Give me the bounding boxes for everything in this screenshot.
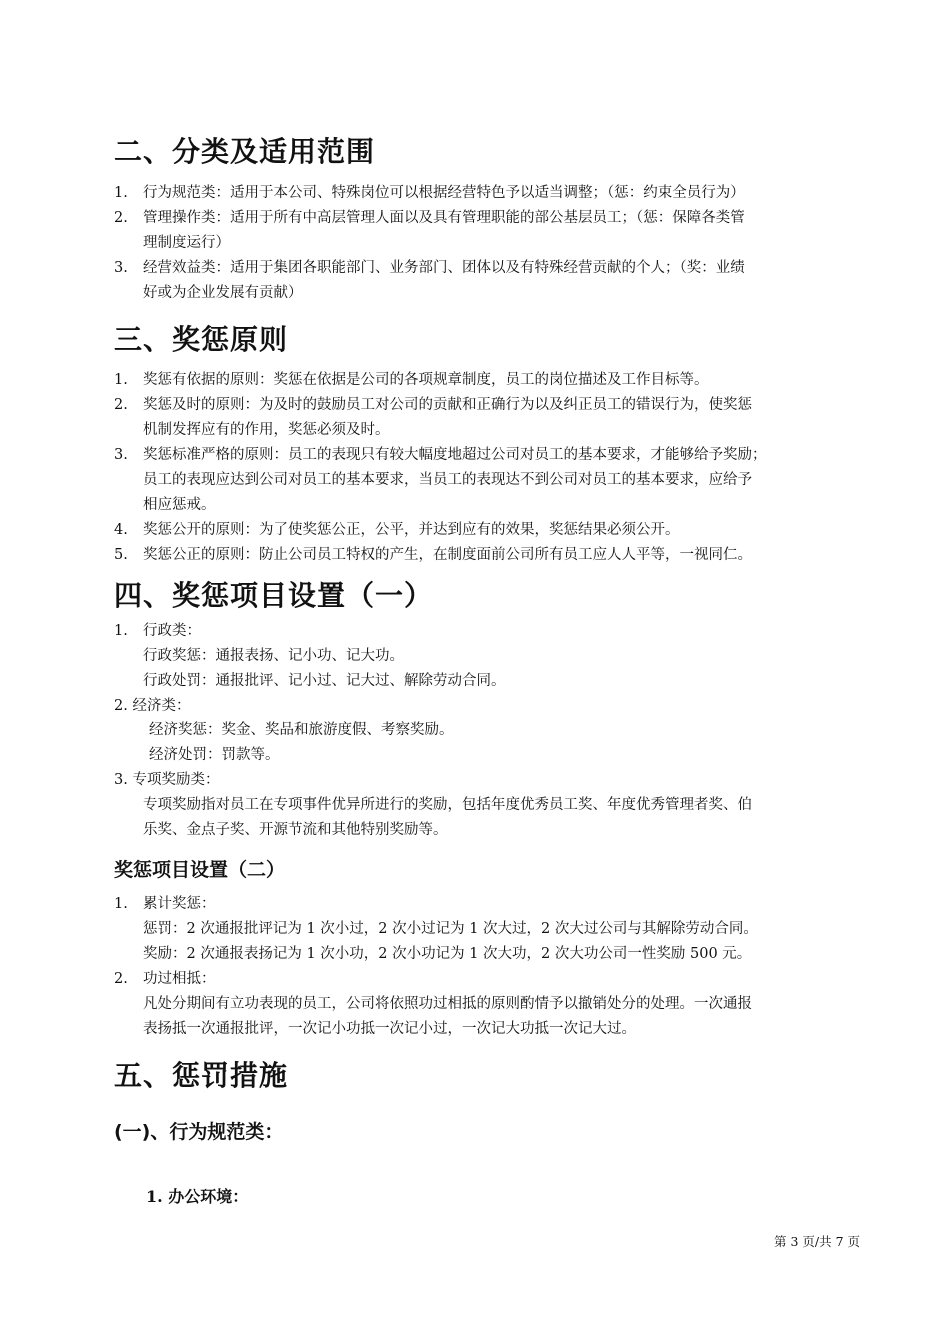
list-item: 管理操作类：适用于所有中高层管理人面以及具有管理职能的部公基层员工；（惩：保障各类管 [143, 210, 745, 226]
list-item: 奖惩有依据的原则：奖惩在依据是公司的各项规章制度，员工的岗位描述及工作目标等。 [143, 372, 709, 388]
list-item: 奖惩及时的原则：为及时的鼓励员工对公司的贡献和正确行为以及纠正员工的错误行为，使奖惩 [143, 397, 752, 413]
list-item: 行为规范类：适用于本公司、特殊岗位可以根据经营特色予以适当调整；（惩：约束全员行为） [143, 185, 745, 201]
list-number: 1. [114, 185, 128, 201]
list-item: 奖惩公开的原则：为了使奖惩公正，公平，并达到应有的效果，奖惩结果必须公开。 [143, 522, 680, 538]
list-item-head: 2. 经济类： [114, 698, 191, 714]
list-number: 3. [114, 447, 128, 463]
list-item-cont: 行政处罚：通报批评、记小过、记大过、解除劳动合同。 [143, 673, 506, 689]
list-item-cont: 表扬抵一次通报批评，一次记小功抵一次记小过，一次记大功抵一次记大过。 [143, 1021, 636, 1037]
list-item-cont: 奖励：2 次通报表扬记为 1 次小功，2 次小功记为 1 次大功，2 次大功公司一性奖励 500 元。 [143, 946, 752, 962]
list-number: 2. [114, 971, 128, 987]
section-5-title: 五、惩罚措施 [114, 1059, 289, 1092]
list-item-cont: 员工的表现应达到公司对员工的基本要求，当员工的表现达不到公司对员工的基本要求，应给予 [143, 472, 752, 488]
list-item-cont: 理制度运行） [143, 235, 230, 251]
list-item-head: 累计奖惩： [143, 896, 216, 912]
list-item: 奖惩标准严格的原则：员工的表现只有较大幅度地超过公司对员工的基本要求，才能够给予奖励； [143, 447, 767, 463]
list-item-cont: 行政奖惩：通报表扬、记小功、记大功。 [143, 648, 404, 664]
list-item-head: 功过相抵： [143, 971, 216, 987]
list-item-cont: 凡处分期间有立功表现的员工，公司将依照功过相抵的原则酌情予以撤销处分的处理。一次通报 [143, 996, 752, 1012]
list-number: 1. [114, 372, 128, 388]
section-5-subtitle: (一)、行为规范类： [114, 1121, 284, 1143]
list-number: 2. [114, 397, 128, 413]
list-item-cont: 经济处罚：罚款等。 [149, 747, 280, 763]
list-item-cont: 惩罚：2 次通报批评记为 1 次小过，2 次小过记为 1 次大过，2 次大过公司与其解除劳动合同。 [143, 921, 758, 937]
section-3-title: 三、奖惩原则 [114, 323, 289, 356]
page-number: 第 3 页/共 7 页 [774, 1234, 861, 1249]
list-number: 1. [114, 896, 128, 912]
list-item: 经营效益类：适用于集团各职能部门、业务部门、团体以及有特殊经营贡献的个人；（奖：业绩 [143, 260, 745, 276]
list-item-cont: 乐奖、金点子奖、开源节流和其他特别奖励等。 [143, 822, 448, 838]
section-4b-title: 奖惩项目设置（二） [114, 859, 286, 881]
list-item-cont: 好或为企业发展有贡献） [143, 285, 303, 301]
list-number: 1. [114, 623, 128, 639]
section-5-subheading: 1. 办公环境： [146, 1187, 249, 1206]
section-2-title: 二、分类及适用范围 [114, 135, 376, 168]
section-4-title: 四、奖惩项目设置（一） [114, 579, 434, 612]
list-item-cont: 专项奖励指对员工在专项事件优异所进行的奖励，包括年度优秀员工奖、年度优秀管理者奖、伯 [143, 797, 752, 813]
list-item-head: 行政类： [143, 623, 201, 639]
list-number: 5. [114, 547, 128, 563]
list-item-cont: 机制发挥应有的作用，奖惩必须及时。 [143, 422, 390, 438]
list-number: 3. [114, 260, 128, 276]
list-item-cont: 经济奖惩：奖金、奖品和旅游度假、考察奖励。 [149, 722, 454, 738]
list-item-cont: 相应惩戒。 [143, 497, 216, 513]
list-number: 4. [114, 522, 128, 538]
list-item: 奖惩公正的原则：防止公司员工特权的产生，在制度面前公司所有员工应人人平等，一视同仁。 [143, 547, 752, 563]
list-number: 2. [114, 210, 128, 226]
list-item-head: 3. 专项奖励类： [114, 772, 220, 788]
